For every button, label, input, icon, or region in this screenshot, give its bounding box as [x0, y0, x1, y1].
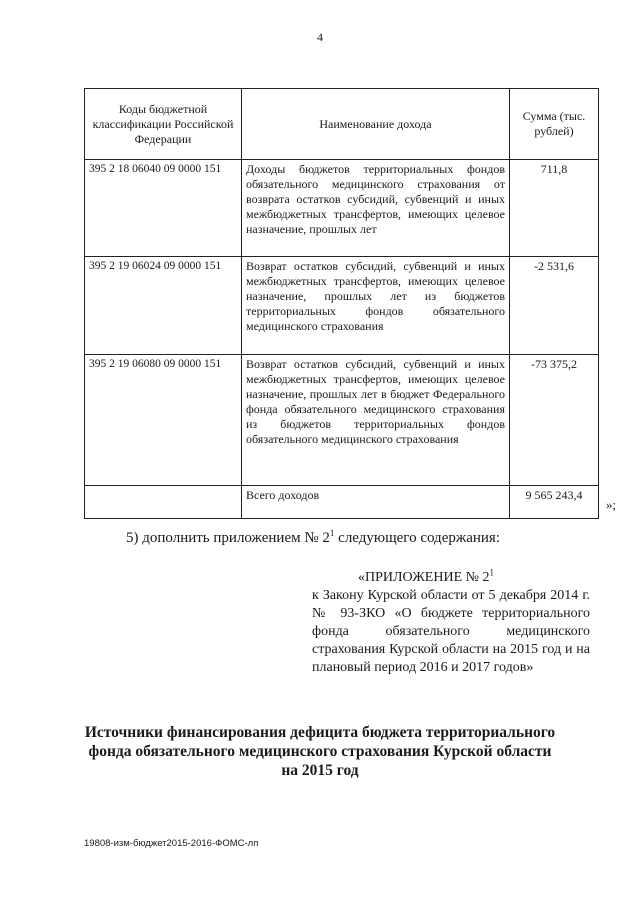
row-name: Возврат остатков субсидий, субвенций и иных межбюджетных трансфертов, имеющих целевое назначение, прошлых лет в бюджет Федерального фонда обязательного медицинского страхования из бюджетов территориальных фондов обязательного медицинского страхования	[242, 355, 510, 486]
header-code: Коды бюджетной классификации Российской Федерации	[85, 89, 242, 160]
instruction-suffix: следующего содержания:	[334, 530, 500, 546]
row-amount: 711,8	[510, 160, 599, 257]
table-row	[85, 257, 599, 355]
page-number: 4	[317, 30, 323, 44]
appendix-heading	[312, 569, 590, 677]
section-title: Источники финансирования дефицита бюджета территориального фонда обязательного медицинского страхования Курской области на 2015 год	[84, 724, 556, 779]
appendix-title-line	[358, 569, 590, 587]
table-row	[85, 160, 599, 257]
appendix-title-superscript: 1	[489, 567, 494, 578]
total-row	[85, 486, 599, 519]
instruction-superscript: 1	[329, 528, 335, 538]
footer-filename: 19808-изм-бюджет2015-2016-ФОМС-лп	[84, 838, 259, 849]
row-code: 395 2 19 06080 09 0000 151	[85, 355, 242, 486]
row-code: 395 2 18 06040 09 0000 151	[85, 160, 242, 257]
income-table	[84, 88, 599, 519]
appendix-title: «ПРИЛОЖЕНИЕ № 2	[358, 570, 490, 585]
row-amount: -73 375,2	[510, 355, 599, 486]
row-code: 395 2 19 06024 09 0000 151	[85, 257, 242, 355]
total-label: Всего доходов	[242, 486, 510, 519]
row-amount: -2 531,6	[510, 257, 599, 355]
row-name: Возврат остатков субсидий, субвенций и иных межбюджетных трансфертов, имеющих целевое назначение, прошлых лет из бюджетов территориальных фондов обязательного медицинского страхования	[242, 257, 510, 355]
appendix-body: к Закону Курской области от 5 декабря 2014 г. № 93-ЗКО «О бюджете территориального фонда обязательного медицинского страхования Курской области на 2015 год и на плановый период 2016 и 2017 годов»	[312, 588, 590, 675]
instruction-text: 5) дополнить приложением № 2	[126, 530, 330, 546]
header-name: Наименование дохода	[242, 89, 510, 160]
closing-quote: »;	[606, 497, 617, 512]
instruction-line	[126, 530, 500, 547]
row-name: Доходы бюджетов территориальных фондов обязательного медицинского страхования от возврата остатков субсидий, субвенций и иных межбюджетных трансфертов, имеющих целевое назначение, прошлых лет	[242, 160, 510, 257]
table-header-row	[85, 89, 599, 160]
header-amount: Сумма (тыс. рублей)	[510, 89, 599, 160]
total-amount: 9 565 243,4	[510, 486, 599, 519]
table-row	[85, 355, 599, 486]
total-empty-cell	[85, 486, 242, 519]
